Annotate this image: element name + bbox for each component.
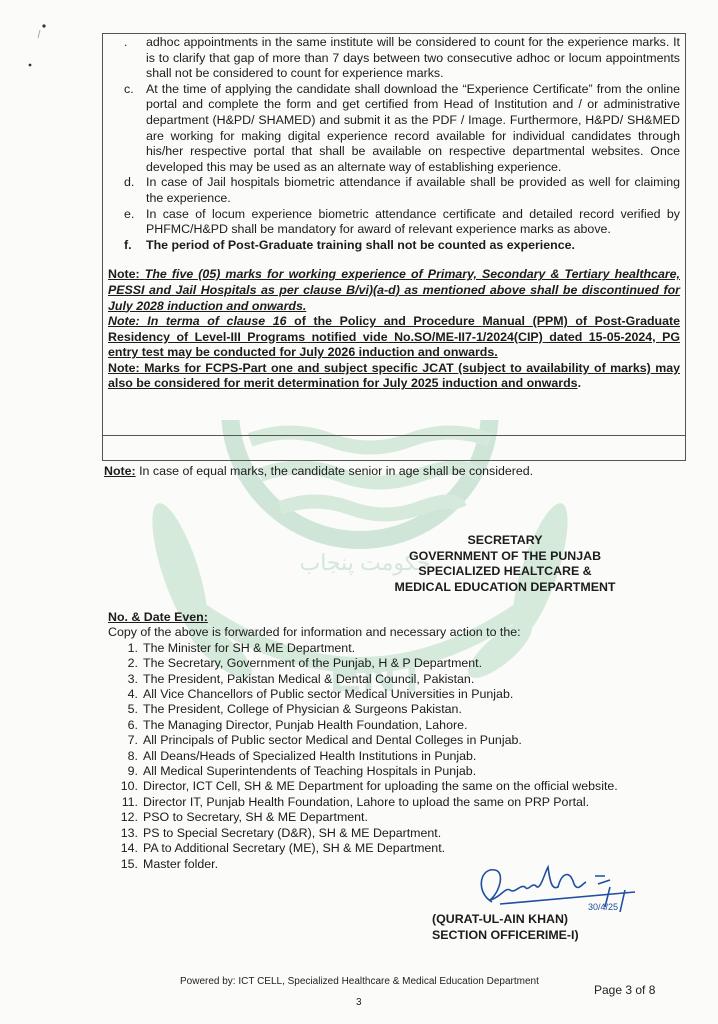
note-1-text: The five (05) marks for working experience of Primary, Secondary & Tertiary healthcare, PESSI and Jail Hospitals as per clause B/vi)(a-d) as mentioned above shall be discontinued for July 2028 induction and onwards.: [108, 267, 680, 313]
recipient-text: The Managing Director, Punjab Health Foundation, Lahore.: [143, 717, 468, 732]
signature-date: 30/4/25: [588, 902, 619, 912]
recipient-list: [108, 641, 668, 872]
recipient-item: [108, 810, 668, 825]
recipient-text: PA to Additional Secretary (ME), SH & ME Department.: [143, 841, 446, 856]
clause-text: In case of Jail hospitals biometric attendance if available shall be provided as well for claiming the experience.: [146, 175, 680, 205]
recipient-number: 3.: [127, 671, 138, 686]
recipient-item: [108, 718, 668, 733]
copy-forwarded-section: [108, 610, 668, 872]
recipient-text: All Deans/Heads of Specialized Health Institutions in Punjab.: [143, 748, 477, 763]
recipient-number: 8.: [127, 748, 138, 763]
recipient-text: The Secretary, Government of the Punjab, H & P Department.: [143, 656, 483, 671]
recipient-text: Master folder.: [143, 856, 219, 871]
recipient-item: [108, 795, 668, 810]
recipient-number: 12.: [120, 810, 138, 825]
officer-name: (QURAT-UL-AIN KHAN): [432, 912, 569, 926]
recipient-text: PS to Special Secretary (D&R), SH & ME Department.: [143, 825, 442, 840]
equal-marks-note: [104, 464, 533, 478]
clause-text: adhoc appointments in the same institute will be considered to count for the experience marks. It is to clarify that gap of more than 7 days between two consecutive adhoc or locum appointments shall not be considered to count for experience marks.: [146, 35, 680, 81]
recipient-text: The Minister for SH & ME Department.: [143, 640, 356, 655]
signatory-line: SECRETARY: [467, 533, 543, 547]
recipient-number: 11.: [121, 794, 138, 809]
table-divider: [103, 435, 685, 436]
recipient-number: 10.: [120, 779, 138, 794]
signatory-line: GOVERNMENT OF THE PUNJAB: [408, 548, 602, 563]
recipient-number: 7.: [127, 733, 138, 748]
notes-section: [108, 267, 680, 392]
watermark-urdu-text: حکومت پنجاب: [299, 550, 431, 575]
recipient-item: [108, 656, 668, 671]
recipient-item: [108, 702, 668, 717]
clause-marker: d.: [124, 175, 135, 190]
note-2-italic: Note: In terma of clause 16: [108, 314, 287, 329]
clause-text: At the time of applying the candidate shall download the “Experience Certificate” from the online portal and complete the form and get certified from Head of Institution and / or administrative department (H&PD/ SHAMED) and submit it as the PDF / Image. Furthermore, H&PD/ SH&MED are working for making digital experience record available for individual candidates through his/her respective portal that shall be available on respective departmental websites. Once developed this may be used as an alternate way of establishing experience.: [146, 81, 680, 174]
clause-marker: e.: [124, 206, 135, 221]
recipient-number: 9.: [127, 764, 138, 779]
clause-item: [108, 175, 680, 206]
copy-heading: No. & Date Even:: [108, 610, 208, 624]
footer-page-number: 3: [356, 997, 362, 1008]
recipient-item: [108, 779, 668, 794]
recipient-number: 4.: [127, 687, 138, 702]
recipient-number: 6.: [127, 717, 138, 732]
recipient-text: Director, ICT Cell, SH & ME Department for uploading the same on the official website.: [143, 779, 618, 794]
recipient-text: All Medical Superintendents of Teaching Hospitals in Punjab.: [143, 764, 477, 779]
recipient-text: Director IT, Punjab Health Foundation, Lahore to upload the same on PRP Portal.: [143, 794, 590, 809]
recipient-item: [108, 687, 668, 702]
clause-item: [108, 207, 680, 238]
note-3-end: .: [577, 376, 582, 391]
footer-powered-by: Powered by: ICT CELL, Specialized Healthcare & Medical Education Department: [180, 976, 539, 987]
officer-title: SECTION OFFICERIME-I): [432, 927, 579, 942]
clause-marker: .: [124, 35, 128, 49]
watermark-word: ENT: [330, 649, 428, 701]
note-2-text: of the Policy and Procedure Manual (PPM) of Post-Graduate Residency of Level-III Programs notified vide No.SO/ME-II7-1/2024(CIP) dated 15-05-2024, PG entry test may be conducted for July 2026 induction and onwards.: [108, 314, 681, 360]
page-of-indicator: Page 3 of 8: [594, 983, 656, 997]
recipient-number: 2.: [127, 656, 138, 671]
signatory-line: SPECIALIZED HEALTCARE &: [418, 564, 592, 578]
recipient-item: [108, 733, 668, 748]
recipient-item: [108, 826, 668, 841]
scan-specks: [28, 20, 58, 70]
recipient-item: [108, 841, 668, 856]
note-2: [108, 314, 680, 361]
equal-note-text: In case of equal marks, the candidate senior in age shall be considered.: [135, 464, 534, 478]
recipient-text: The President, College of Physician & Surgeons Pakistan.: [143, 702, 462, 717]
recipient-text: All Vice Chancellors of Public sector Medical Universities in Punjab.: [143, 687, 514, 702]
handwritten-signature: [470, 862, 640, 922]
recipient-number: 13.: [120, 825, 138, 840]
recipient-number: 14.: [120, 841, 138, 856]
clause-item: [108, 35, 680, 82]
note-1: [108, 267, 680, 314]
clause-item: [108, 238, 680, 254]
copy-intro: Copy of the above is forwarded for information and necessary action to the:: [108, 625, 521, 640]
recipient-number: 1.: [127, 640, 138, 655]
signatory-block: [330, 533, 680, 595]
signatory-line: MEDICAL EDUCATION DEPARTMENT: [394, 579, 616, 594]
clause-text: The period of Post-Graduate training shall not be counted as experience.: [146, 237, 575, 252]
recipient-text: PSO to Secretary, SH & ME Department.: [143, 810, 368, 825]
recipient-text: The President, Pakistan Medical & Dental Council, Pakistan.: [143, 671, 475, 686]
recipient-item: [108, 749, 668, 764]
recipient-number: 5.: [127, 702, 138, 717]
clause-text: In case of locum experience biometric attendance certificate and detailed record verified by PHFMC/H&PD shall be mandatory for award of relevant experience marks as above.: [146, 206, 680, 237]
recipient-item: [108, 672, 668, 687]
recipient-number: 15.: [120, 856, 138, 871]
note-1-label: Note:: [108, 267, 140, 282]
recipient-text: All Principals of Public sector Medical and Dental Colleges in Punjab.: [143, 733, 522, 748]
clause-marker: c.: [124, 81, 134, 96]
note-3-text: Note: Marks for FCPS-Part one and subject specific JCAT (subject to availability of marks) may also be considered for merit determination for July 2025 induction and onwards: [108, 360, 680, 391]
clause-content: [108, 35, 680, 392]
note-3: [108, 361, 680, 392]
recipient-item: [108, 641, 668, 656]
equal-note-label: Note:: [104, 464, 136, 478]
recipient-item: [108, 764, 668, 779]
clause-item: [108, 82, 680, 176]
clause-marker: f.: [124, 237, 132, 252]
